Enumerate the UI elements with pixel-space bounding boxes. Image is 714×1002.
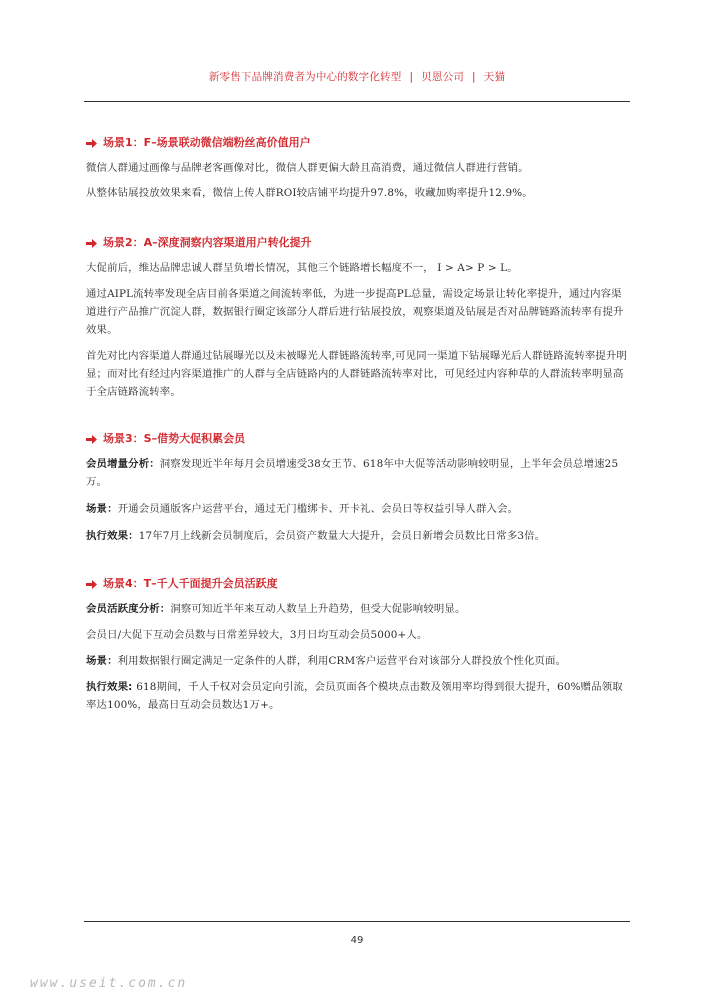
item-colon: ： [159, 603, 171, 615]
section-heading [86, 576, 632, 592]
running-header [0, 69, 714, 84]
item-colon: ： [128, 530, 139, 542]
arrow-right-icon [86, 139, 97, 148]
item-colon: : [128, 681, 137, 693]
header-title: 新零售下品牌消费者为中心的数字化转型 [208, 71, 402, 83]
item-colon: ： [149, 458, 160, 470]
section-heading-text: 场景1：F–场景联动微信端粉丝高价值用户 [103, 136, 311, 149]
paragraph: 首先对比内容渠道人群通过钻展曝光以及未被曝光人群链路流转率,可见同一渠道下钻展曝光后人群链路流转率提升明显；而对比有经过内容渠道推广的人群与全店链路内的人群链路流转率对比，可见经过内容种草的人群流转率明显高于全店链路流转率。 [86, 350, 628, 398]
section-heading [86, 235, 632, 251]
paragraph [86, 600, 632, 618]
watermark: www.useit.com.cn [30, 976, 188, 991]
item-label: 会员增量分析 [86, 458, 150, 470]
section-scene-3 [86, 431, 632, 545]
section-scene-4 [86, 576, 632, 714]
section-heading-text: 场景3：S–借势大促积累会员 [103, 432, 246, 445]
arrow-right-icon [86, 580, 97, 589]
arrow-right-icon [86, 435, 97, 444]
page-content [86, 135, 632, 714]
item-colon: ： [107, 503, 118, 515]
item-text: 会员日/大促下互动会员数与日常差异较大，3月日均互动会员5000+人。 [86, 629, 428, 641]
header-rule [84, 101, 630, 102]
paragraph [86, 626, 632, 644]
item-label: 执行效果 [86, 530, 129, 542]
section-heading-text: 场景2：A–深度洞察内容渠道用户转化提升 [103, 236, 312, 249]
paragraph: 大促前后，维达品牌忠诚人群呈负增长情况，其他三个链路增长幅度不一， I > A> P > L。 [86, 262, 518, 274]
section-heading [86, 431, 632, 447]
item-colon: ： [107, 655, 118, 667]
item-text: 洞察发现近半年每月会员增速受38女王节、618年中大促等活动影响较明显，上半年会员总增速25万。 [86, 458, 619, 488]
header-partner: 天猫 [483, 71, 506, 83]
item-text: 利用数据银行圈定满足一定条件的人群，利用CRM客户运营平台对该部分人群投放个性化页面。 [117, 655, 567, 667]
header-company: 贝恩公司 [421, 71, 464, 83]
item-text: 开通会员通版客户运营平台，通过无门槛绑卡、开卡礼、会员日等权益引导人群入会。 [117, 503, 519, 515]
item-label: 执行效果 [86, 681, 129, 693]
section-scene-1 [86, 135, 632, 202]
paragraph: 微信人群通过画像与品牌老客画像对比，微信人群更偏大龄且高消费，通过微信人群进行营销。 [86, 162, 529, 174]
item-label: 会员活跃度分析 [86, 603, 160, 615]
header-separator: | [472, 71, 476, 83]
item-text: 洞察可知近半年来互动人数呈上升趋势，但受大促影响较明显。 [170, 603, 466, 615]
paragraph [86, 652, 632, 670]
item-label: 场景 [86, 503, 108, 515]
section-scene-2 [86, 235, 632, 401]
header-separator: | [409, 71, 414, 83]
paragraph [86, 455, 632, 491]
page-number: 49 [350, 935, 364, 946]
paragraph: 通过AIPL流转率发现全店目前各渠道之间流转率低，为进一步提高PL总量，需设定场景让转化率提升，通过内容渠道进行产品推广沉淀人群，数据银行圈定该部分人群后进行钻展投放，观察渠道及钻展是否对品牌链路流转率有提升效果。 [86, 288, 624, 336]
paragraph: 从整体钻展投放效果来看，微信上传人群ROI较店铺平均提升97.8%，收藏加购率提升12.9%。 [86, 187, 533, 199]
arrow-right-icon [86, 239, 97, 248]
item-text: 17年7月上线新会员制度后，会员资产数量大大提升，会员日新增会员数比日常多3倍。 [138, 530, 546, 542]
section-heading-text: 场景4：T–千人千面提升会员活跃度 [103, 577, 278, 590]
paragraph [86, 678, 632, 714]
paragraph [86, 527, 632, 545]
section-heading [86, 135, 632, 151]
footer-rule [84, 921, 630, 922]
item-label: 场景 [86, 655, 108, 667]
item-text: 618期间，千人千权对会员定向引流，会员页面各个模块点击数及领用率均得到很大提升，60%赠品领取率达100%，最高日互动会员数达1万+。 [86, 681, 623, 711]
paragraph [86, 500, 632, 518]
